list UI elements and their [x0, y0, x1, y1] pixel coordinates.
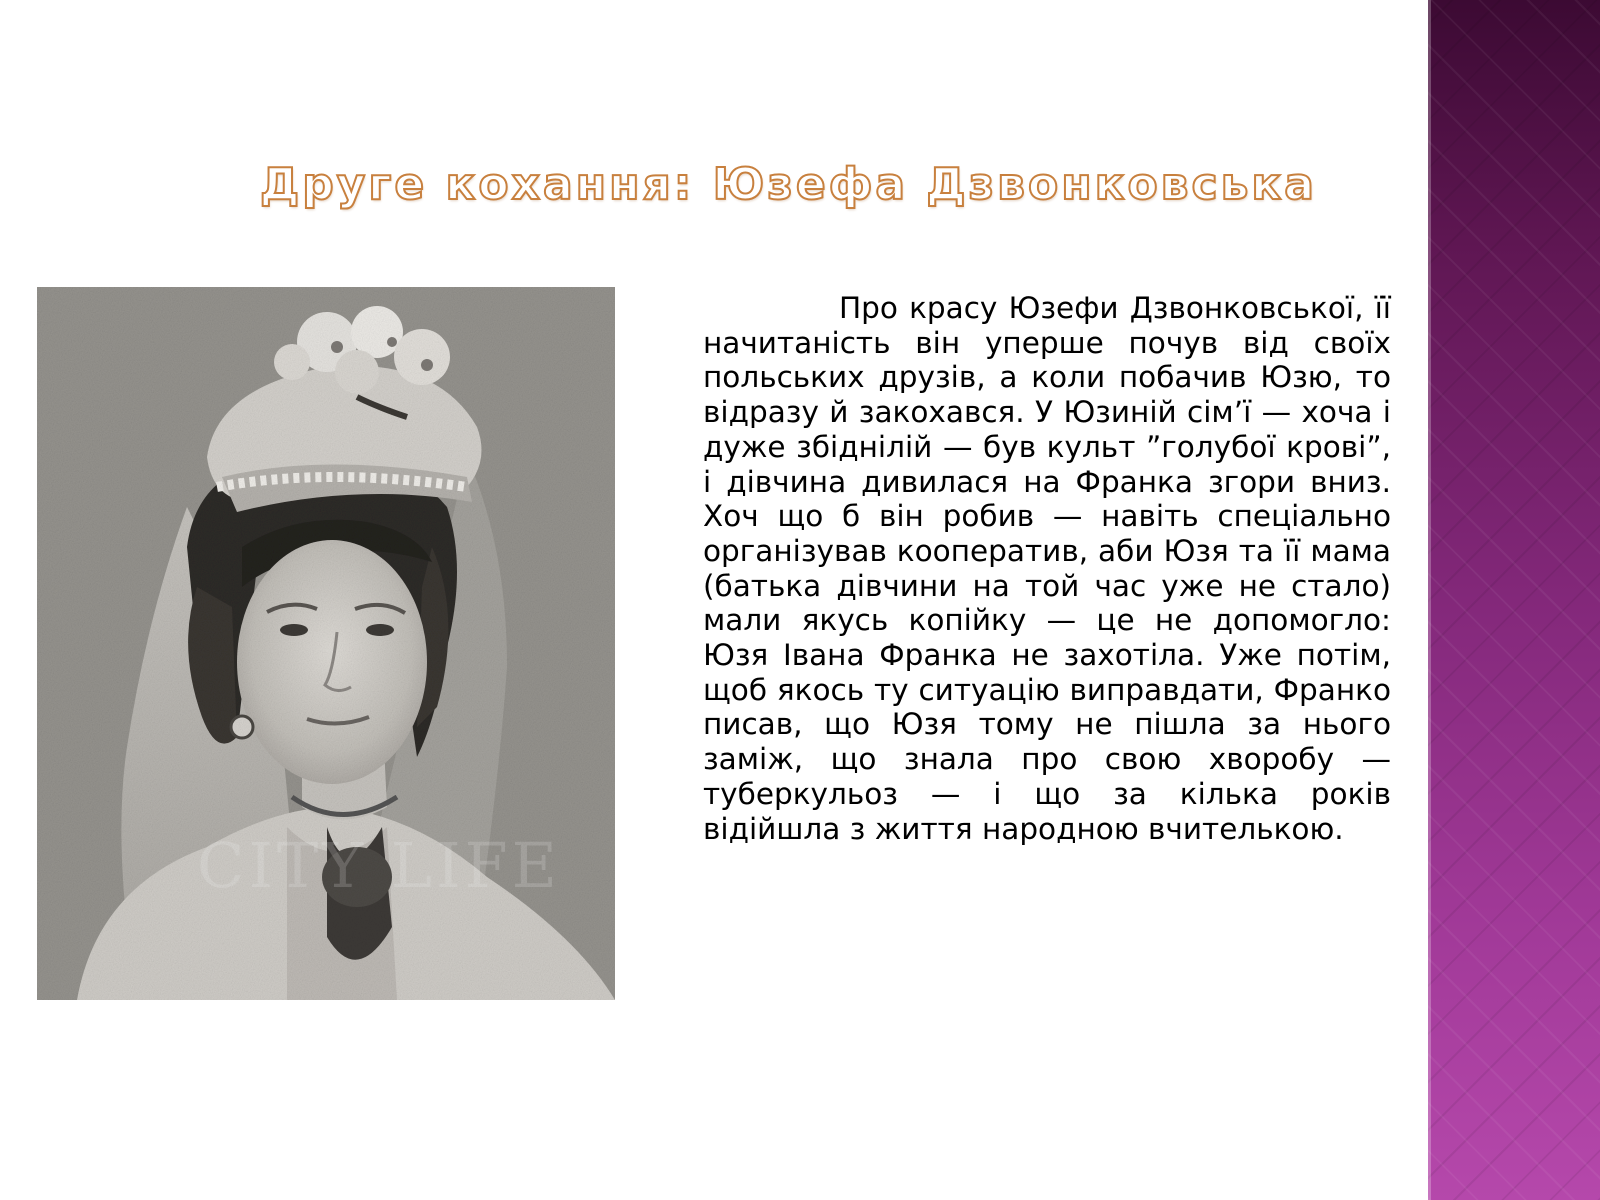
decorative-side-band	[1428, 0, 1600, 1200]
portrait-watermark: CITY LIFE	[197, 829, 561, 902]
portrait-illustration	[37, 287, 615, 1000]
body-text: Про красу Юзефи Дзвонковської, її начитаність він уперше почув від своїх польських друзів, а коли побачив Юзю, то відразу й закохався. У Юзиній сім’ї — хоча і дуже збіднілій — був культ ”голубої крові”, і дівчина дивилася на Франка згори вниз. Хоч що б він робив — навіть спеціально організував кооператив, аби Юзя та її мама (батька дівчини на той час уже не стало) мали якусь копійку — це не допомогло: Юзя Івана Франка не захотіла. Уже потім, щоб якось ту ситуацію виправдати, Франко писав, що Юзя тому не пішла за нього заміж, що знала про свою хворобу — туберкульоз — і що за кілька років відійшла з життя народною вчителькою.	[703, 291, 1391, 846]
portrait-photo	[37, 287, 615, 1000]
slide-title: Друге кохання: Юзефа Дзвонковська	[260, 159, 1317, 210]
